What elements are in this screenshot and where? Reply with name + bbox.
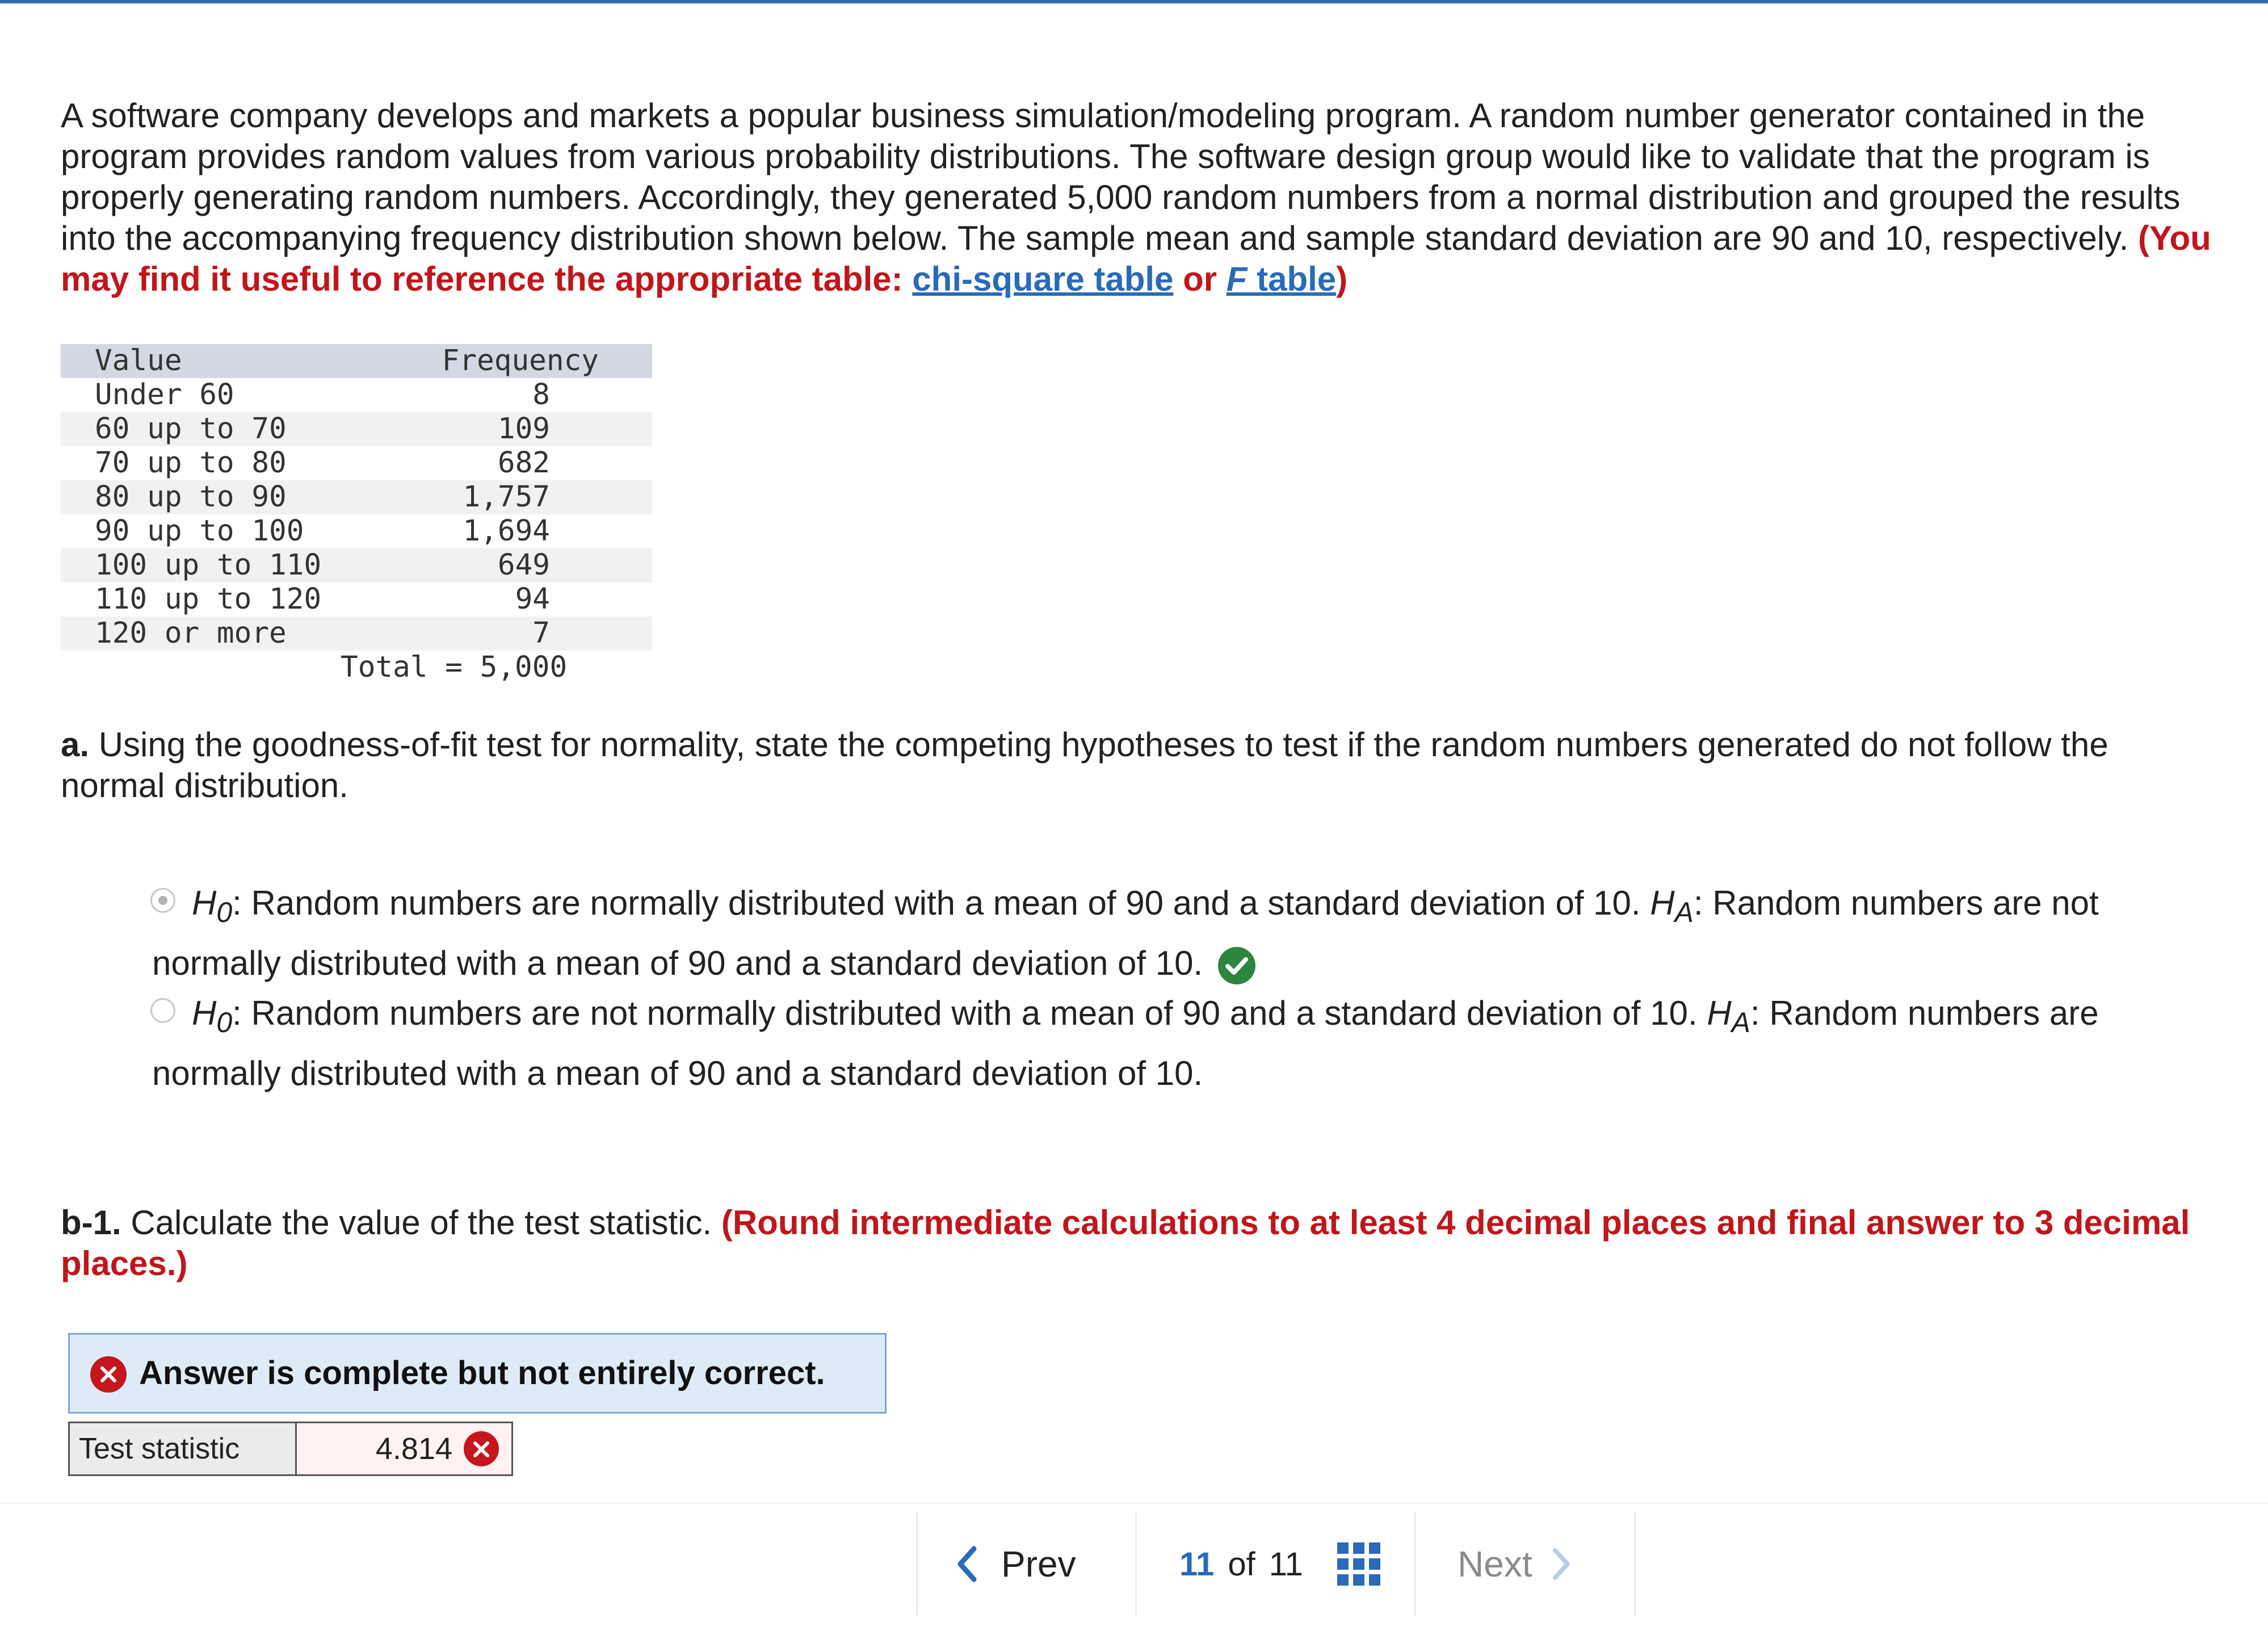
part-a-text: Using the goodness-of-fit test for normality, state the competing hypotheses to test if the random numbers generated do not follow the normal distribution.: [61, 726, 2109, 804]
answer-table: [68, 1422, 513, 1476]
problem-text: A software company develops and markets a popular business simulation/modeling program. A random number generator contained in the program provides random values from various probability distributions. The software design group would like to validate that the program is properly generating random numbers. Accordingly, they generated 5,000 random numbers from a normal distribution and grouped the results into the accompanying frequency distribution shown below. The sample mean and sample standard deviation are 90 and 10, respectively.: [61, 97, 2181, 257]
table-total: Total = 5,000: [341, 651, 568, 684]
current-page: 11: [1179, 1545, 1215, 1583]
prev-button[interactable]: [956, 1540, 1076, 1588]
table-row: 110 up to 120 94: [95, 582, 550, 616]
option-2[interactable]: $H_0$: Random numbers are not normally distributed with a mean of 90 and a standard deviation of 10. $H_A$: Random numbers are normally distributed with a mean of 90 and a standard deviation of 10.: [152, 988, 2218, 1099]
total-pages: 11: [1269, 1545, 1303, 1583]
question-navigation: [916, 1512, 1636, 1616]
chevron-right-icon: [1551, 1547, 1571, 1581]
table-row: Under 60 8: [95, 378, 550, 412]
chi-square-table-link[interactable]: chi-square table: [912, 260, 1174, 298]
nav-separator: [1135, 1512, 1137, 1616]
feedback-message: Answer is complete but not entirely correct.: [139, 1355, 825, 1391]
page-indicator[interactable]: [1179, 1540, 1380, 1588]
table-row: 120 or more 7: [61, 617, 652, 651]
nav-separator: [916, 1512, 918, 1616]
reference-note: (You may find it useful to reference the appropriate table: chi-square table or F table): [61, 219, 2211, 298]
of-label: of: [1228, 1545, 1255, 1583]
feedback-banner: [68, 1333, 887, 1414]
test-statistic-label: Test statistic: [70, 1423, 297, 1474]
nav-separator: [1634, 1512, 1636, 1616]
test-statistic-value: 4.814: [375, 1432, 452, 1466]
test-statistic-input[interactable]: [297, 1423, 511, 1474]
radio-option-2[interactable]: [150, 998, 175, 1023]
table-row: 90 up to 100 1,694: [95, 514, 550, 548]
table-header: [61, 344, 652, 378]
part-a-question: [61, 724, 2217, 806]
chevron-left-icon: [956, 1545, 978, 1583]
nav-separator: [1414, 1512, 1416, 1616]
table-row: 80 up to 90 1,757: [61, 480, 652, 514]
table-row: 70 up to 80 682: [95, 446, 550, 480]
check-icon: [1218, 947, 1255, 984]
table-row: 100 up to 110 649: [61, 548, 652, 582]
part-a-label: a.: [61, 726, 90, 764]
next-label: Next: [1458, 1544, 1532, 1584]
top-accent-bar: [0, 0, 2268, 3]
part-b1-question: b-1. Calculate the value of the test statistic. (Round intermediate calculations to at least 4 decimal places and final answer to 3 decimal places.): [61, 1204, 2190, 1282]
error-icon: [90, 1356, 127, 1393]
header-frequency: Frequency: [442, 344, 599, 378]
table-row: 60 up to 70 109: [61, 412, 652, 446]
prev-label: Prev: [1001, 1544, 1076, 1584]
header-value: Value: [95, 344, 182, 378]
f-table-link[interactable]: F table: [1226, 260, 1337, 298]
error-icon: [464, 1431, 499, 1466]
grid-icon[interactable]: [1337, 1542, 1380, 1586]
frequency-table: [61, 344, 652, 651]
next-button[interactable]: [1458, 1540, 1571, 1588]
radio-option-1[interactable]: [150, 888, 175, 913]
part-b1-label: b-1.: [61, 1204, 121, 1242]
rounding-instruction: (Round intermediate calculations to at least 4 decimal places and final answer to 3 decimal places.): [61, 1204, 2190, 1282]
footer-divider: [0, 1502, 2268, 1504]
option-1[interactable]: $H_0$: Random numbers are normally distributed with a mean of 90 and a standard deviation of 10. $H_A$: Random numbers are not normally distributed with a mean of 90 and a standard deviation of 10.: [152, 878, 2218, 989]
problem-statement: [61, 95, 2217, 300]
